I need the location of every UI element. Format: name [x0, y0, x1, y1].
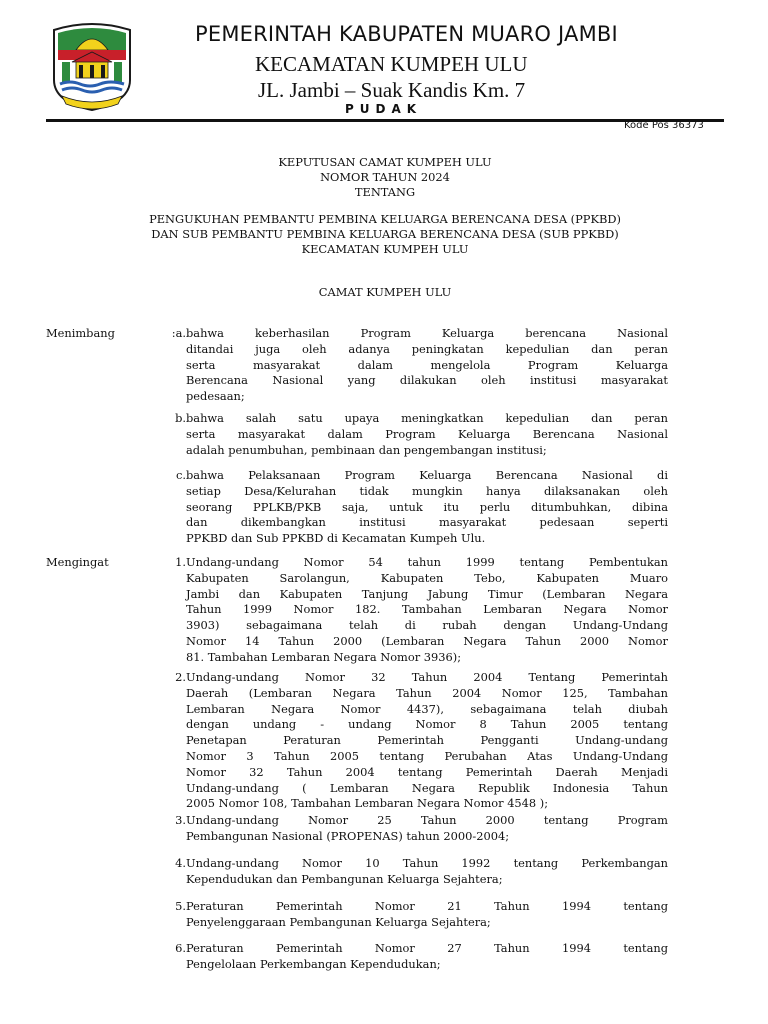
mengingat-item-5	[186, 899, 668, 931]
item-marker: c.	[175, 468, 186, 482]
text-line: 81. Tambahan Lembaran Negara Nomor 3936);	[186, 649, 462, 664]
decree-number: NOMOR TAHUN 2024	[320, 170, 450, 184]
item-marker: 1.	[175, 555, 186, 569]
text-line: Pengelolaan Perkembangan Kependudukan;	[186, 956, 441, 971]
item-marker: :a.	[171, 326, 186, 340]
text-line: dengan undang - undang Nomor 8 Tahun 2005 tentang	[186, 717, 668, 732]
decree-title: KEPUTUSAN CAMAT KUMPEH ULU	[278, 155, 492, 169]
text-line: setiap Desa/Kelurahan tidak mungkin hanya dilaksanakan oleh	[186, 483, 668, 498]
text-line: seorang PPLKB/PKB saja, untuk itu perlu ditumbuhkan, dibina	[186, 499, 668, 514]
text-line: Kependudukan dan Pembangunan Keluarga Sejahtera;	[186, 871, 503, 886]
mengingat-item-1	[186, 555, 668, 666]
text-line: bahwa salah satu upaya meningkatkan kepedulian dan peran	[186, 411, 668, 425]
item-marker: 2.	[175, 670, 186, 684]
letterhead-government: PEMERINTAH KABUPATEN MUARO JAMBI	[195, 22, 618, 46]
text-line: bahwa keberhasilan Program Keluarga berencana Nasional	[186, 326, 668, 340]
decree-subject-line: PENGUKUHAN PEMBANTU PEMBINA KELUARGA BERENCANA DESA (PPKBD)	[149, 212, 621, 226]
menimbang-item-c	[186, 468, 668, 547]
section-label-menimbang: Menimbang	[46, 326, 115, 340]
decree-subject-line: KECAMATAN KUMPEH ULU	[301, 242, 469, 256]
text-line: Daerah (Lembaran Negara Tahun 2004 Nomor 125, Tambahan	[186, 685, 668, 700]
mengingat-item-3	[186, 813, 668, 845]
text-line: pedesaan;	[186, 389, 245, 404]
mengingat-item-2	[186, 670, 668, 812]
text-line: Penyelenggaraan Pembangunan Keluarga Sejahtera;	[186, 914, 491, 929]
letterhead-divider	[46, 119, 724, 122]
text-line: Kabupaten Sarolangun, Kabupaten Tebo, Kabupaten Muaro	[186, 570, 668, 585]
text-line: 2005 Nomor 108, Tambahan Lembaran Negara Nomor 4548 );	[186, 796, 549, 811]
item-marker: 3.	[175, 813, 186, 827]
text-line: adalah penumbuhan, pembinaan dan pengembangan institusi;	[186, 442, 547, 457]
letterhead-district: KECAMATAN KUMPEH ULU	[255, 52, 528, 76]
text-line: Undang-undang Nomor 10 Tahun 1992 tentang Perkembangan	[186, 856, 668, 870]
text-line: Pembangunan Nasional (PROPENAS) tahun 2000-2004;	[186, 828, 510, 843]
item-marker: 6.	[175, 941, 186, 955]
decree-about: TENTANG	[354, 185, 416, 199]
text-line: Lembaran Negara Nomor 4437), sebagaimana telah diubah	[186, 701, 668, 716]
text-line: serta masyarakat dalam Program Keluarga Berencana Nasional	[186, 426, 668, 441]
item-marker: b.	[175, 411, 186, 425]
text-line: Jambi dan Kabupaten Tanjung Jabung Timur (Lembaran Negara	[186, 586, 668, 601]
item-marker: 5.	[175, 899, 186, 913]
text-line: Nomor 3 Tahun 2005 tentang Perubahan Atas Undang-Undang	[186, 748, 668, 763]
section-label-mengingat: Mengingat	[46, 555, 109, 569]
regency-logo	[46, 20, 138, 112]
decree-issuer: CAMAT KUMPEH ULU	[318, 285, 452, 299]
text-line: Tahun 1999 Nomor 182. Tambahan Lembaran Negara Nomor	[186, 602, 668, 617]
decree-subject-line: DAN SUB PEMBANTU PEMBINA KELUARGA BERENCANA DESA (SUB PPKBD)	[151, 227, 619, 241]
item-marker: 4.	[175, 856, 186, 870]
text-line: Penetapan Peraturan Pemerintah Pengganti Undang-undang	[186, 733, 668, 748]
text-line: serta masyarakat dalam mengelola Program Keluarga	[186, 357, 668, 372]
text-line: Berencana Nasional yang dilakukan oleh institusi masyarakat	[186, 373, 668, 388]
text-line: Undang-undang Nomor 32 Tahun 2004 Tentang Pemerintah	[186, 670, 668, 684]
letterhead-village: PUDAK	[345, 102, 423, 116]
text-line: 3903) sebagaimana telah di rubah dengan Undang-Undang	[186, 618, 668, 633]
mengingat-item-4	[186, 856, 668, 888]
mengingat-item-6	[186, 941, 668, 973]
postal-code: Kode Pos 36373	[624, 120, 704, 131]
text-line: Undang-undang ( Lembaran Negara Republik Indonesia Tahun	[186, 780, 668, 795]
text-line: dan dikembangkan institusi masyarakat pedesaan seperti	[186, 515, 668, 530]
text-line: ditandai juga oleh adanya peningkatan kepedulian dan peran	[186, 341, 668, 356]
text-line: Peraturan Pemerintah Nomor 27 Tahun 1994 tentang	[186, 941, 668, 955]
menimbang-item-b	[186, 411, 668, 458]
text-line: bahwa Pelaksanaan Program Keluarga Berencana Nasional di	[186, 468, 668, 482]
menimbang-item-a	[186, 326, 668, 405]
text-line: Undang-undang Nomor 25 Tahun 2000 tentang Program	[186, 813, 668, 827]
text-line: Undang-undang Nomor 54 tahun 1999 tentang Pembentukan	[186, 555, 668, 569]
text-line: Peraturan Pemerintah Nomor 21 Tahun 1994 tentang	[186, 899, 668, 913]
letterhead-address: JL. Jambi – Suak Kandis Km. 7	[258, 78, 526, 102]
text-line: PPKBD dan Sub PPKBD di Kecamatan Kumpeh Ulu.	[186, 531, 486, 546]
text-line: Nomor 32 Tahun 2004 tentang Pemerintah Daerah Menjadi	[186, 764, 668, 779]
text-line: Nomor 14 Tahun 2000 (Lembaran Negara Tahun 2000 Nomor	[186, 633, 668, 648]
